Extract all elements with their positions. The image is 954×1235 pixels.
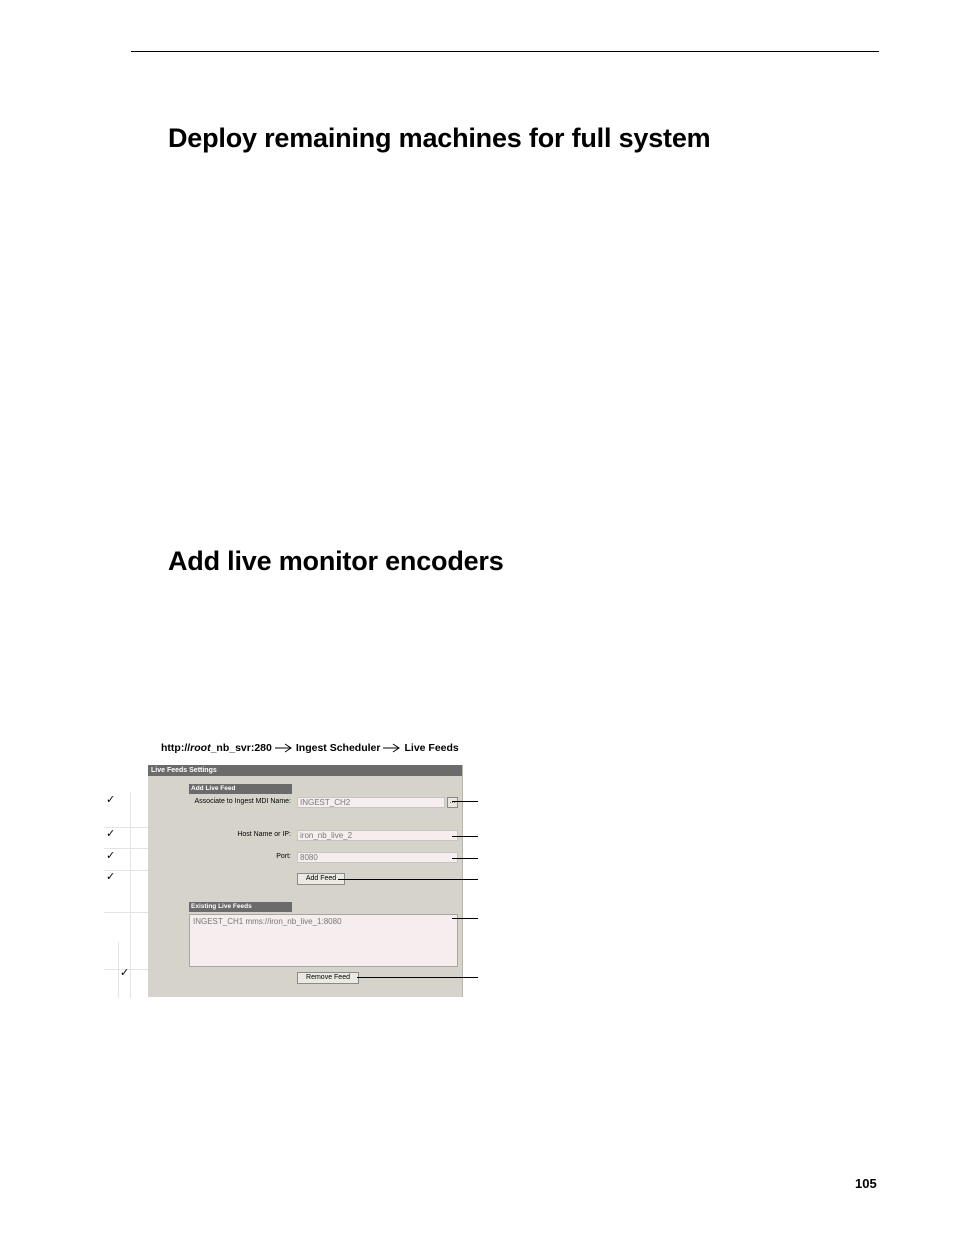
nav-url-prefix: http://	[161, 742, 191, 754]
existing-feeds-list[interactable]: INGEST_CH1 mms://iron_nb_live_1:8080	[189, 914, 458, 967]
navigation-path	[161, 742, 459, 754]
callout-line	[452, 918, 478, 919]
callout-line	[452, 858, 478, 859]
callout-line	[452, 836, 478, 837]
check-icon: ✓	[106, 794, 116, 806]
add-feed-button[interactable]: Add Feed	[297, 873, 345, 885]
associate-label: Associate to Ingest MDI Name:	[194, 798, 291, 805]
right-arrow-icon	[383, 743, 401, 753]
check-icon: ✓	[106, 850, 116, 862]
existing-live-feeds-header: Existing Live Feeds	[189, 902, 292, 912]
nav-step-live-feeds: Live Feeds	[404, 742, 459, 754]
grid-line	[118, 942, 119, 998]
section-heading-live-encoders: Add live monitor encoders	[168, 546, 504, 576]
top-rule	[131, 51, 879, 52]
right-arrow-icon	[275, 743, 293, 753]
grid-line	[104, 848, 148, 849]
host-name-input[interactable]: iron_nb_live_2	[297, 830, 458, 841]
grid-line	[104, 912, 148, 913]
panel-title: Live Feeds Settings	[148, 765, 462, 776]
callout-line	[357, 977, 478, 978]
associate-ingest-field[interactable]: INGEST_CH2	[297, 797, 445, 808]
port-input[interactable]: 8080	[297, 852, 458, 863]
callout-line	[452, 801, 478, 802]
callout-line	[338, 879, 478, 880]
add-live-feed-header: Add Live Feed	[189, 784, 292, 794]
check-icon: ✓	[120, 967, 130, 979]
port-label: Port:	[276, 853, 291, 860]
lookup-button[interactable]: …	[447, 797, 458, 808]
remove-feed-button[interactable]: Remove Feed	[297, 972, 359, 984]
section-heading-deploy: Deploy remaining machines for full system	[168, 123, 711, 153]
page-number: 105	[855, 1176, 877, 1191]
check-icon: ✓	[106, 871, 116, 883]
live-feeds-settings-panel	[148, 765, 463, 997]
nav-step-ingest-scheduler: Ingest Scheduler	[295, 742, 381, 754]
host-label: Host Name or IP:	[237, 831, 291, 838]
nav-url-root: root	[190, 742, 211, 754]
check-icon: ✓	[106, 828, 116, 840]
grid-line	[130, 792, 131, 998]
nav-url-suffix: _nb_svr:280	[210, 742, 272, 754]
